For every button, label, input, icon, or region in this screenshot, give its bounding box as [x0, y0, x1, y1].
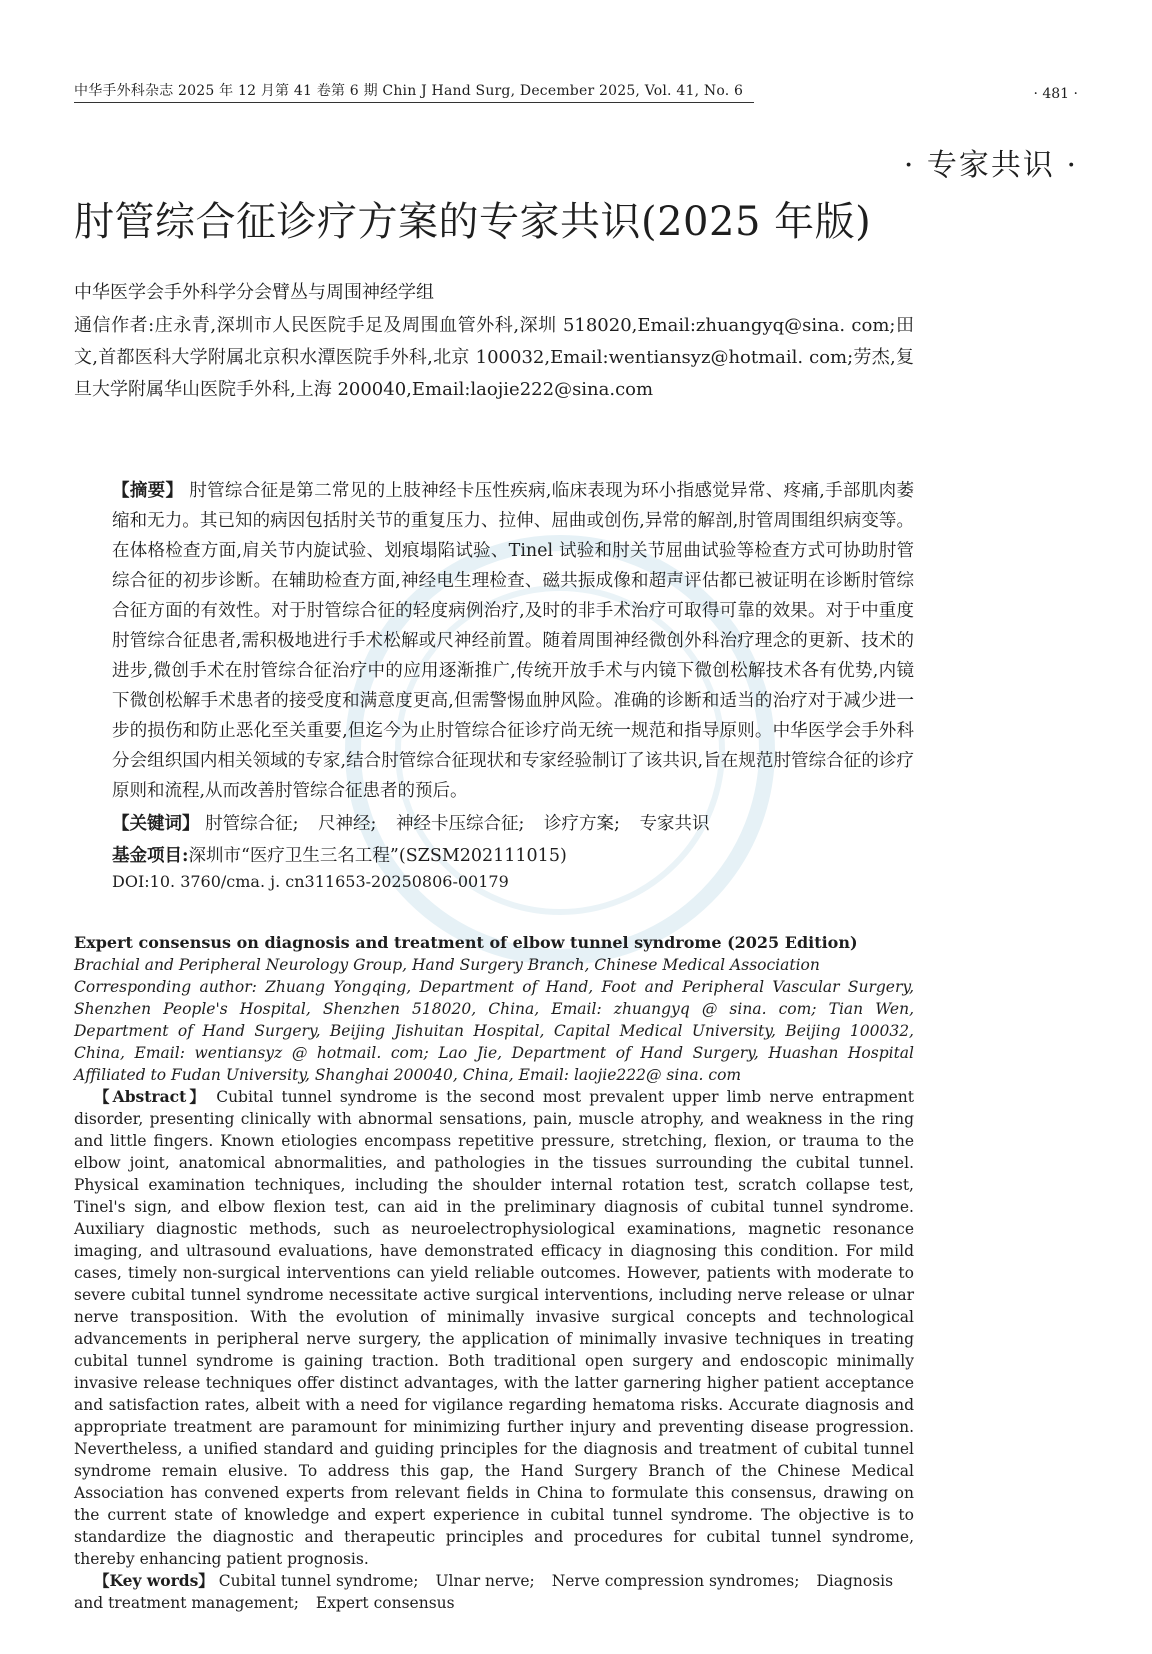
english-keyword: Expert consensus	[315, 1594, 455, 1612]
keywords-cn	[112, 810, 724, 835]
running-head: 中华手外科杂志 2025 年 12 月第 41 卷第 6 期 Chin J Hand Surg, December 2025, Vol. 41, No. 6	[74, 83, 744, 99]
english-abstract	[74, 1086, 914, 1570]
abstract-cn-label: 【摘要】	[112, 481, 184, 501]
english-keyword: Ulnar nerve;	[435, 1572, 535, 1590]
english-corresponding-authors: Corresponding author: Zhuang Yongqing, Department of Hand, Foot and Peripheral Vascular Surgery, Shenzhen People's Hospital, Shenzhen 518020, China, Email: zhuangyq @ sina. com; Tian Wen, Department of Hand Surgery, Beijing Jishuitan Hospital, Capital Medical University, Beijing 100032, China, Email: wentiansyz @ hotmail. com; Lao Jie, Department of Hand Surgery, Huashan Hospital Affiliated to Fudan University, Shanghai 200040, China, Email: laojie222@ sina. com	[74, 978, 914, 1084]
section-tag: · 专家共识 ·	[903, 148, 1078, 183]
english-abstract-label: 【Abstract】	[94, 1087, 209, 1106]
abstract-cn-text: 肘管综合征是第二常见的上肢神经卡压性疾病,临床表现为环小指感觉异常、疼痛,手部肌肉萎缩和无力。其已知的病因包括肘关节的重复压力、拉伸、屈曲或创伤,异常的解剖,肘管周围组织病变等。在体格检查方面,肩关节内旋试验、划痕塌陷试验、Tinel 试验和肘关节屈曲试验等检查方式可协助肘管综合征的初步诊断。在辅助检查方面,神经电生理检查、磁共振成像和超声评估都已被证明在诊断肘管综合征方面的有效性。对于肘管综合征的轻度病例治疗,及时的非手术治疗可取得可靠的效果。对于中重度肘管综合征患者,需积极地进行手术松解或尺神经前置。随着周围神经微创外科治疗理念的更新、技术的进步,微创手术在肘管综合征治疗中的应用逐渐推广,传统开放手术与内镜下微创松解技术各有优势,内镜下微创松解手术患者的接受度和满意度更高,但需警惕血肿风险。准确的诊断和适当的治疗对于减少进一步的损伤和防止恶化至关重要,但迄今为止肘管综合征诊疗尚无统一规范和指导原则。中华医学会手外科分会组织国内相关领域的专家,结合肘管综合征现状和专家经验制订了该共识,旨在规范肘管综合征的诊疗原则和流程,从而改善肘管综合征患者的预后。	[112, 481, 915, 801]
keyword-cn: 专家共识	[639, 814, 710, 834]
english-abstract-text: Cubital tunnel syndrome is the second most prevalent upper limb nerve entrapment disorder, presenting clinically with abnormal sensations, pain, muscle atrophy, and weakness in the ring and little fingers. Known etiologies encompass repetitive pressure, stretching, flexion, or trauma to the elbow joint, anatomical abnormalities, and pathologies in the tissues surrounding the cubital tunnel. Physical examination techniques, including the shoulder internal rotation test, scratch collapse test, Tinel's sign, and elbow flexion test, can aid in the preliminary diagnosis of cubital tunnel syndrome. Auxiliary diagnostic methods, such as neuroelectrophysiological examinations, magnetic resonance imaging, and ultrasound evaluations, have demonstrated efficacy in diagnosing this condition. For mild cases, timely non-surgical interventions can yield reliable outcomes. However, patients with moderate to severe cubital tunnel syndrome necessitate active surgical interventions, including nerve release or ulnar nerve transposition. With the evolution of minimally invasive surgical concepts and technological advancements in peripheral nerve surgery, the application of minimally invasive techniques in treating cubital tunnel syndrome is gaining traction. Both traditional open surgery and endoscopic minimally invasive release techniques offer distinct advantages, with the latter garnering higher patient acceptance and satisfaction rates, albeit with a need for vigilance regarding hematoma risks. Accurate diagnosis and appropriate treatment are paramount for minimizing further injury and preventing disease progression. Nevertheless, a unified standard and guiding principles for the diagnosis and treatment of cubital tunnel syndrome remain elusive. To address this gap, the Hand Surgery Branch of the Chinese Medical Association has convened experts from relevant fields in China to formulate this consensus, drawing on the current state of knowledge and expert experience in cubital tunnel syndrome. The objective is to standardize the diagnostic and therapeutic principles and procedures for cubital tunnel syndrome, thereby enhancing patient prognosis.	[74, 1088, 914, 1568]
english-author-group: Brachial and Peripheral Neurology Group, Hand Surgery Branch, Chinese Medical Association	[74, 956, 820, 974]
corresponding-authors: 通信作者:庄永青,深圳市人民医院手足及周围血管外科,深圳 518020,Email:zhuangyq@sina. com;田文,首都医科大学附属北京积水潭医院手外科,北京 100032,Email:wentiansyz@hotmail. com;劳杰,复旦大学附属华山医院手外科,上海 200040,Email:laojie222@sina.com	[74, 315, 914, 400]
fund-project	[112, 842, 567, 867]
fund-text: 深圳市“医疗卫生三名工程”(SZSM202111015)	[188, 846, 567, 866]
english-keywords	[74, 1570, 914, 1614]
keyword-cn: 诊疗方案;	[544, 814, 620, 834]
page-header	[74, 80, 1078, 106]
keywords-cn-label: 【关键词】	[112, 814, 200, 834]
keyword-cn: 肘管综合征;	[205, 814, 299, 834]
abstract-cn	[112, 476, 914, 806]
keyword-cn: 神经卡压综合征;	[396, 814, 525, 834]
fund-label: 基金项目:	[112, 846, 189, 866]
author-group: 中华医学会手外科学分会臂丛与周围神经学组	[74, 282, 434, 303]
header-rule	[74, 102, 754, 103]
page-number: · 481 ·	[1033, 86, 1078, 102]
keyword-cn: 尺神经;	[318, 814, 377, 834]
english-abstract-section	[74, 932, 914, 1614]
doi: DOI:10. 3760/cma. j. cn311653-20250806-00179	[112, 872, 509, 891]
english-keyword: Cubital tunnel syndrome;	[218, 1572, 419, 1590]
article-title: 肘管综合征诊疗方案的专家共识(2025 年版)	[74, 199, 872, 245]
english-title: Expert consensus on diagnosis and treatment of elbow tunnel syndrome (2025 Edition)	[74, 933, 858, 952]
english-keywords-label: 【Key words】	[94, 1571, 214, 1590]
english-keyword: Diagnosis and treatment management;	[74, 1572, 894, 1612]
english-keyword: Nerve compression syndromes;	[551, 1572, 800, 1590]
